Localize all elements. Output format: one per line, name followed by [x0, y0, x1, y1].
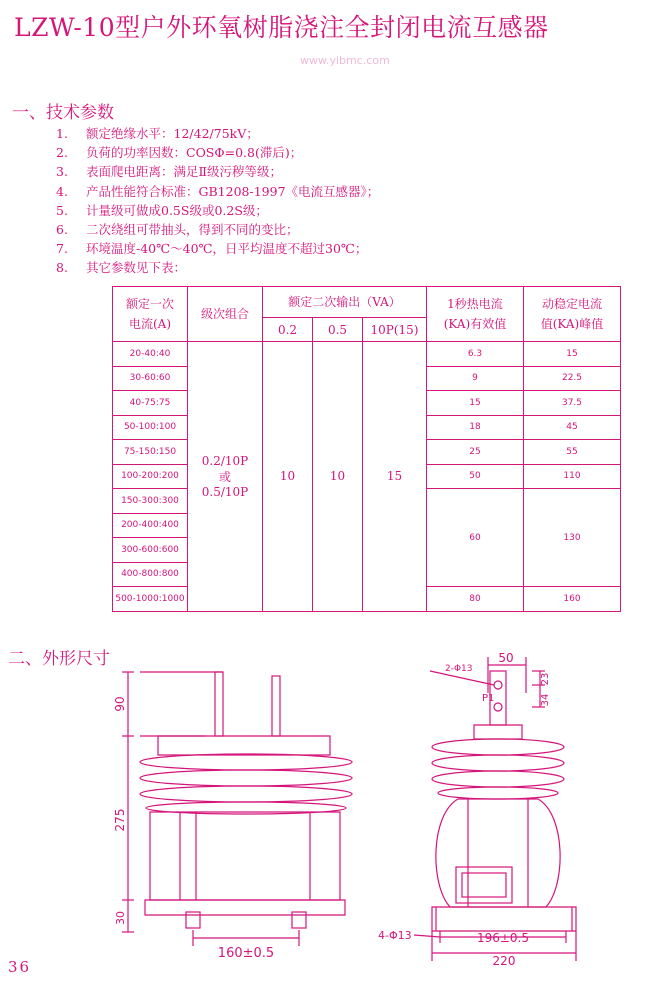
- cell-text: 0.2/10P: [201, 453, 249, 468]
- list-item: [56, 124, 379, 143]
- watermark-text: www.yibmc.com: [300, 54, 390, 67]
- item-text: 二次绕组可带抽头，得到不同的变比；: [86, 222, 299, 238]
- current-cell: 400-800:800: [113, 562, 188, 587]
- header-text: 值(KA)峰值: [540, 317, 604, 331]
- dynamic-cell: 37.5: [524, 391, 621, 416]
- shed: [432, 755, 564, 771]
- item-number: 7.: [56, 241, 68, 257]
- dim-50-label: 50: [498, 651, 514, 665]
- header-class-02: 0.2: [263, 318, 313, 342]
- page-number: 36: [8, 958, 32, 976]
- current-cell: 100-200:200: [113, 464, 188, 489]
- item-number: 8.: [56, 260, 68, 276]
- current-cell: 300-600:600: [113, 538, 188, 563]
- item-text: 负荷的功率因数：COSΦ=0.8(滞后)；: [86, 145, 303, 161]
- shed: [140, 770, 352, 786]
- primary-terminal-right: [272, 676, 280, 736]
- thermal-cell: 15: [427, 391, 524, 416]
- list-item: [56, 239, 379, 258]
- thermal-cell: 25: [427, 440, 524, 465]
- item-number: 3.: [56, 164, 68, 180]
- base-plate: [432, 907, 576, 931]
- item-text: 额定绝缘水平：12/42/75kV；: [86, 126, 259, 141]
- item-number: 2.: [56, 145, 68, 161]
- thermal-cell: 50: [427, 464, 524, 489]
- header-secondary-output: 额定二次输出（VA）: [263, 287, 427, 318]
- header-text: 电流(A): [128, 317, 172, 331]
- item-text: 环境温度-40℃～40℃，日平均温度不超过30℃；: [86, 241, 368, 257]
- current-cell: 30-60:60: [113, 366, 188, 391]
- side-view-drawing: [0, 660, 360, 960]
- combination-cell: [188, 342, 263, 612]
- item-text: 其它参数见下表：: [86, 260, 187, 276]
- table-header-row: [113, 287, 621, 318]
- list-item: [56, 162, 379, 181]
- item-text: 计量级可做成0.5S级或0.2S级；: [86, 202, 268, 218]
- dim-220-label: 220: [492, 954, 516, 965]
- header-text: 动稳定电流: [541, 297, 602, 311]
- item-text: 产品性能符合标准：GB1208-1997《电流互感器》；: [86, 183, 380, 199]
- nameplate-inner: [462, 873, 506, 897]
- header-class-10p: 10P(15): [363, 318, 427, 342]
- item-number: 5.: [56, 202, 68, 218]
- terminal-hole: [494, 681, 502, 689]
- list-item: [56, 182, 379, 201]
- header-dynamic-current: [524, 287, 621, 342]
- hole-spec-label: 2-Φ13: [445, 664, 473, 674]
- current-cell: 40-75:75: [113, 391, 188, 416]
- dim-275-label: 275: [113, 808, 127, 832]
- spec-table: [112, 286, 621, 612]
- cell-text: 0.5/10P: [201, 484, 249, 499]
- dynamic-cell: 15: [524, 342, 621, 367]
- list-item: [56, 201, 379, 220]
- section-heading-dimensions: 二、外形尺寸: [8, 649, 110, 669]
- header-combination: 级次组合: [188, 287, 263, 342]
- list-item: [56, 143, 379, 162]
- output-02-cell: 10: [263, 342, 313, 612]
- shed: [438, 787, 558, 799]
- dim-30-label: 30: [114, 911, 127, 925]
- section-heading-technical-params: 一、技术参数: [12, 103, 114, 123]
- output-05-cell: 10: [313, 342, 363, 612]
- thermal-cell: 9: [427, 366, 524, 391]
- top-cap: [158, 736, 330, 755]
- thermal-cell: 6.3: [427, 342, 524, 367]
- header-class-05: 0.5: [313, 318, 363, 342]
- list-item: [56, 258, 379, 277]
- item-number: 1.: [56, 126, 68, 141]
- dynamic-cell: 22.5: [524, 366, 621, 391]
- current-cell: 150-300:300: [113, 489, 188, 514]
- thermal-cell: 60: [427, 489, 524, 587]
- item-text: 表面爬电距离：满足Ⅱ级污秽等级；: [86, 164, 282, 180]
- dim-90-label: 90: [113, 696, 127, 712]
- item-number: 6.: [56, 222, 68, 238]
- terminal-p1-label: P1: [482, 693, 495, 704]
- dynamic-cell: 45: [524, 415, 621, 440]
- cell-text: 或: [218, 469, 231, 484]
- dynamic-cell: 55: [524, 440, 621, 465]
- current-cell: 75-150:150: [113, 440, 188, 465]
- header-thermal-current: [427, 287, 524, 342]
- base-plate: [145, 900, 345, 915]
- dim-34-label: 34: [540, 693, 551, 707]
- page-title: LZW-10型户外环氧树脂浇注全封闭电流互感器: [14, 13, 549, 42]
- primary-terminal-left: [215, 672, 223, 736]
- main-body: [150, 812, 340, 900]
- current-cell: 20-40:40: [113, 342, 188, 367]
- front-view-drawing: [370, 645, 650, 965]
- terminal-hole: [494, 703, 502, 711]
- dim-160-label: 160±0.5: [217, 946, 275, 960]
- top-cap: [474, 725, 522, 739]
- current-cell: 50-100:100: [113, 415, 188, 440]
- header-text: (KA)有效值: [443, 317, 507, 331]
- mount-holes-label: 4-Φ13: [378, 929, 412, 942]
- header-text: 额定一次: [125, 297, 174, 311]
- list-item: [56, 220, 379, 239]
- shed: [432, 771, 564, 787]
- parameter-list: [56, 124, 379, 278]
- dim-196-label: 196±0.5: [476, 931, 530, 945]
- thermal-cell: 18: [427, 415, 524, 440]
- shed: [432, 739, 564, 755]
- dynamic-cell: 160: [524, 587, 621, 612]
- dim-23-label: 23: [540, 672, 551, 686]
- output-10p-cell: 15: [363, 342, 427, 612]
- table-row: [113, 342, 621, 367]
- current-cell: 200-400:400: [113, 513, 188, 538]
- shed: [140, 786, 352, 802]
- shed: [140, 754, 352, 770]
- header-rated-current: [113, 287, 188, 342]
- thermal-cell: 80: [427, 587, 524, 612]
- dynamic-cell: 110: [524, 464, 621, 489]
- item-number: 4.: [56, 183, 68, 199]
- current-cell: 500-1000:1000: [113, 587, 188, 612]
- dynamic-cell: 130: [524, 489, 621, 587]
- round-body: [436, 799, 560, 907]
- header-text: 1秒热电流: [447, 297, 503, 311]
